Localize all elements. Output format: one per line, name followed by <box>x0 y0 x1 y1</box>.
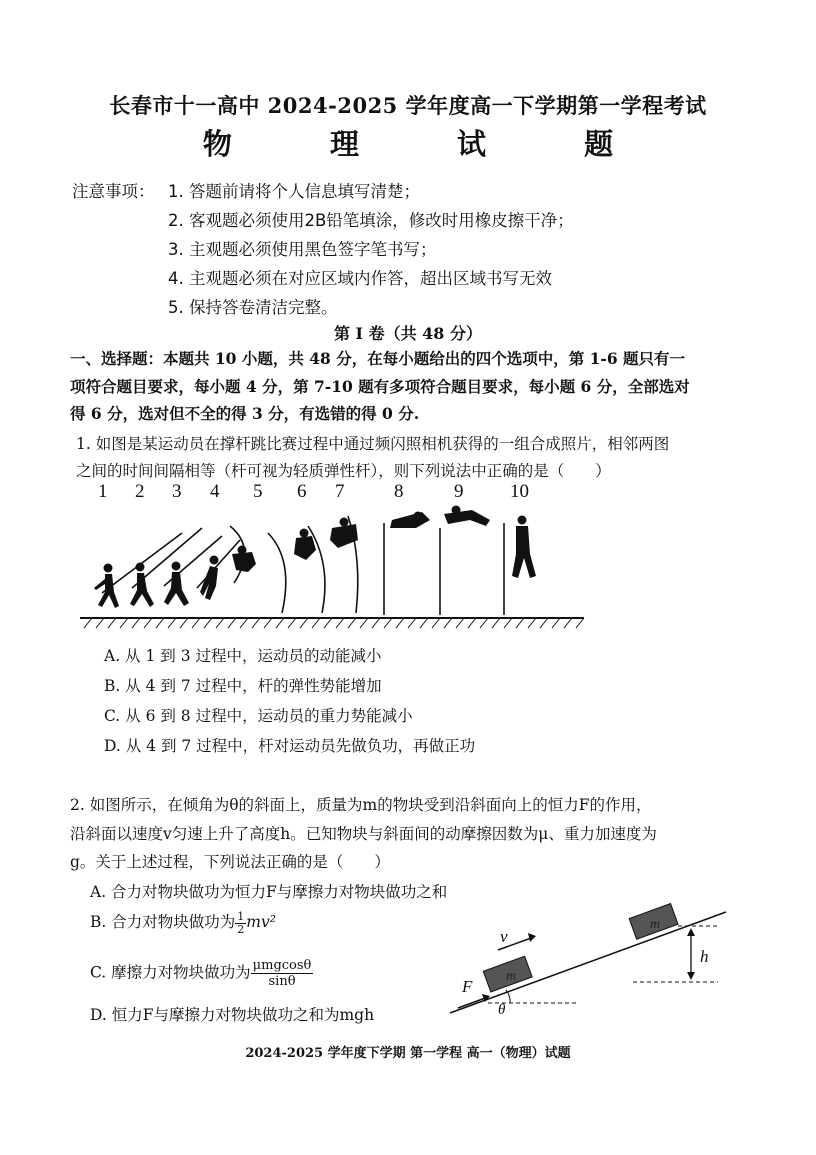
frame-number: 5 <box>253 481 263 502</box>
frame-number: 8 <box>394 481 404 502</box>
athlete-silhouettes <box>94 506 536 609</box>
fraction: $\frac{\text{μmgcosθ}}{\sin\theta}$ <box>252 958 312 989</box>
frame-number: 10 <box>510 481 529 502</box>
q1-option-a[interactable]: A. 从 1 到 3 过程中，运动员的动能减小 <box>104 647 382 665</box>
question-1-stem: 之间的时间间隔相等（杆可视为轻质弹性杆），则下列说法中正确的是（ ） <box>76 462 611 480</box>
q2-option-a[interactable]: A. 合力对物块做功为恒力F与摩擦力对物块做功之和 <box>90 883 448 901</box>
athlete-frame-4 <box>200 556 219 601</box>
q2-option-b-text: B. 合力对物块做功为 <box>90 913 236 931</box>
subject-title: 物 理 试 题 <box>202 127 658 161</box>
frame-number: 9 <box>454 481 464 502</box>
frame-number: 6 <box>297 481 307 502</box>
incline-diagram <box>448 898 738 1023</box>
frame-number: 3 <box>172 481 182 502</box>
q1-option-b[interactable]: B. 从 4 到 7 过程中，杆的弹性势能增加 <box>104 677 382 695</box>
notice-item: 5. 保持答卷清洁完整。 <box>168 298 338 317</box>
q2-option-c[interactable] <box>90 958 313 989</box>
ground-hatching <box>84 618 584 628</box>
frame-number: 1 <box>98 481 108 502</box>
section-heading: 第 I 卷（共 48 分） <box>333 324 483 343</box>
notice-item: 1. 答题前请将个人信息填写清楚； <box>168 182 420 201</box>
mass-label: m <box>506 969 517 984</box>
force-arrow <box>458 997 488 1008</box>
exam-title: 长春市十一高中 2024-2025 学年度高一下学期第一学程考试 <box>109 93 707 118</box>
velocity-label: v <box>500 927 508 946</box>
section-instructions: 项符合题目要求，每小题 4 分，第 7-10 题有多项符合题目要求，每小题 6 分，全部选对 <box>70 377 690 396</box>
q1-option-c[interactable]: C. 从 6 到 8 过程中，运动员的重力势能减小 <box>104 707 413 725</box>
force-label: F <box>462 977 473 996</box>
incline-surface <box>450 912 726 1013</box>
fraction: $\frac{1}{2}$ <box>237 909 245 936</box>
athlete-frame-5 <box>232 546 256 573</box>
height-label: h <box>700 947 709 966</box>
athlete-frame-1 <box>94 564 119 609</box>
pole-vault-figure <box>72 478 592 636</box>
mass-label: m <box>650 917 661 932</box>
frame-number: 2 <box>135 481 145 502</box>
q2-option-b-formula: mv² <box>246 913 276 931</box>
section-instructions: 得 6 分，选对但不全的得 3 分，有选错的得 0 分. <box>70 404 420 423</box>
athlete-frame-7 <box>330 518 358 549</box>
question-2-stem: 沿斜面以速度v匀速上升了高度h。已知物块与斜面间的动摩擦因数为μ、重力加速度为 <box>70 825 657 843</box>
q2-option-c-text: C. 摩擦力对物块做功为 <box>90 963 251 982</box>
question-1-stem: 1. 如图是某运动员在撑杆跳比赛过程中通过频闪照相机获得的一组合成照片，相邻两图 <box>76 435 670 453</box>
section-instructions: 一、选择题：本题共 10 小题，共 48 分，在每小题给出的四个选项中，第 1-6 题只有一 <box>70 349 686 368</box>
athlete-frame-9 <box>444 506 490 527</box>
angle-label: θ <box>498 1002 506 1018</box>
q1-option-d[interactable]: D. 从 4 到 7 过程中，杆对运动员先做负功，再做正功 <box>104 737 476 755</box>
notice-item: 2. 客观题必须使用2B铅笔填涂，修改时用橡皮擦干净； <box>168 211 574 230</box>
notice-item: 4. 主观题必须在对应区域内作答，超出区域书写无效 <box>168 269 552 288</box>
frame-number: 7 <box>335 481 345 502</box>
athlete-frame-10 <box>512 516 536 579</box>
question-2-stem: 2. 如图所示，在倾角为θ的斜面上，质量为m的物块受到沿斜面向上的恒力F的作用， <box>70 796 652 814</box>
notice-item: 3. 主观题必须使用黑色签字笔书写； <box>168 240 437 259</box>
q2-option-b[interactable] <box>90 910 276 936</box>
athlete-frame-8 <box>390 512 430 529</box>
page-footer: 2024-2025 学年度下学期 第一学程 高一（物理）试题 <box>245 1046 571 1061</box>
question-2-stem: g。关于上述过程，下列说法正确的是（ ） <box>70 853 390 871</box>
notice-label: 注意事项： <box>72 182 155 201</box>
frame-number: 4 <box>210 481 220 502</box>
q2-option-d[interactable]: D. 恒力F与摩擦力对物块做功之和为mgh <box>90 1006 375 1024</box>
